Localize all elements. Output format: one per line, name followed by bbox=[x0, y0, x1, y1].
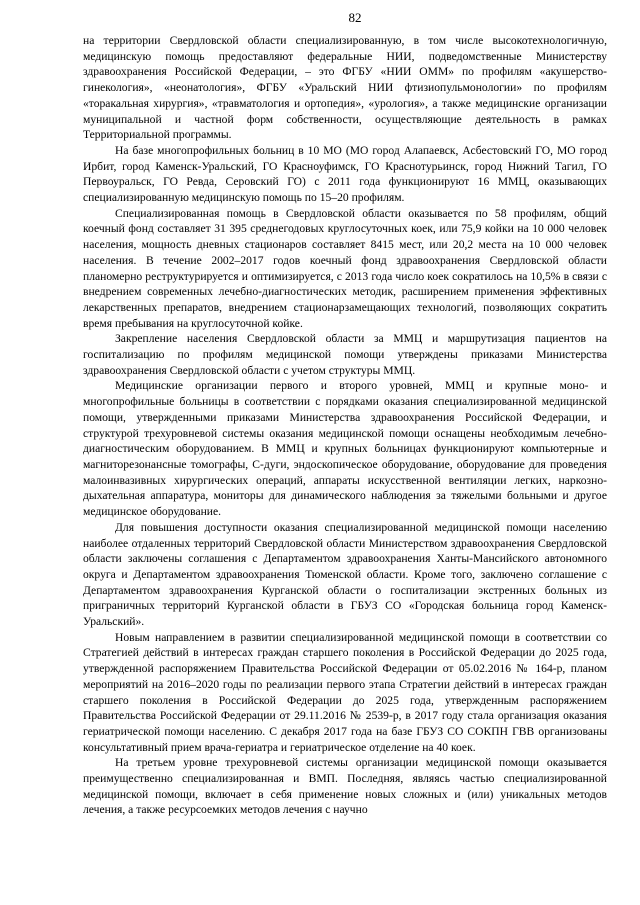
paragraph: Новым направлением в развитии специализированной медицинской помощи в соответствии со Стратегией действий в интересах граждан старшего поколения в Российской Федерации до 2025 года, утвержденной распоряжением Правительства Российской Федерации от 05.02.2016 № 164-р, планом мероприятий на 2016–2020 годы по реализации первого этапа Стратегии действий в интересах граждан старшего поколения в Российской Федерации до 2025 года, утвержденным распоряжением Правительства Российской Федерации от 29.11.2016 № 2539-р, в 2017 году стала организация оказания гериатрической помощи населению. С декабря 2017 года на базе ГБУЗ СО СОКПН ГВВ организованы консультативный прием врача-гериатра и гериатрическое отделение на 40 коек. bbox=[83, 630, 607, 754]
paragraph: На базе многопрофильных больниц в 10 МО (МО город Алапаевск, Асбестовский ГО, МО город Ирбит, город Каменск-Уральский, ГО Красноуфимск, ГО Краснотурьинск, город Нижний Тагил, ГО Первоуральск, ГО Ревда, Серовский ГО) с 2011 года функционируют 16 ММЦ, оказывающих специализированную медицинскую помощь по 15–20 профилям. bbox=[83, 143, 607, 205]
body-text bbox=[83, 33, 607, 818]
paragraph: Для повышения доступности оказания специализированной медицинской помощи населению наиболее отдаленных территорий Свердловской области Министерством здравоохранения Свердловской области заключены соглашения с Департаментом здравоохранения Ханты-Мансийского автономного округа и Департаментом здравоохранения Тюменской области. Кроме того, заключено соглашение с Департаментом здравоохранения Курганской области о госпитализации экстренных больных из приграничных территорий Курганской области в ГБУЗ СО «Городская больница город Каменск-Уральский». bbox=[83, 520, 607, 629]
page-number: 82 bbox=[348, 10, 362, 25]
paragraph: Медицинские организации первого и второго уровней, ММЦ и крупные моно- и многопрофильные больницы в соответствии с порядками оказания специализированной медицинской помощи, утвержденными приказами Министерства здравоохранения Российской Федерации, и структурой трехуровневой системы оказания медицинской помощи оснащены необходимым лечебно-диагностическим оборудованием. В ММЦ и крупных больницах функционируют компьютерные и магниторезонансные томографы, С-дуги, эндоскопическое оборудование, оборудование для проведения малоинвазивных хирургических операций, аппараты искусственной вентиляции легких, наркозно-дыхательная аппаратура, мониторы для динамического наблюдения за тяжелыми больными и другое медицинское оборудование. bbox=[83, 379, 607, 519]
paragraph: На третьем уровне трехуровневой системы организации медицинской помощи оказывается преимущественно специализированная и ВМП. Последняя, являясь частью специализированной медицинской помощи, включает в себя применение новых сложных и (или) уникальных методов лечения, а также ресурсоемких методов лечения с научно bbox=[83, 756, 607, 817]
paragraph: Специализированная помощь в Свердловской области оказывается по 58 профилям, общий коечный фонд составляет 31 395 среднегодовых круглосуточных коек, или 75,9 койки на 10 000 человек населения, мощность дневных стационаров составляет 8415 мест, или 20,2 места на 10 000 человек населения. В течение 2002–2017 годов коечный фонд здравоохранения Свердловской области планомерно реструктурируется и оптимизируется, с 2013 года число коек сократилось на 10,5% в связи с внедрением современных лечебно-диагностических методик, расширением применения эффективных лекарственных препаратов, внедрением стационарзамещающих технологий, позволяющих сократить время пребывания на круглосуточной койке. bbox=[83, 206, 607, 330]
paragraph: Закрепление населения Свердловской области за ММЦ и маршрутизация пациентов на госпитализацию по профилям медицинской помощи утверждены приказами Министерства здравоохранения Свердловской области с учетом структуры ММЦ. bbox=[83, 332, 607, 377]
paragraph: на территории Свердловской области специализированную, в том числе высокотехнологичную, медицинскую помощь предоставляют федеральные НИИ, подведомственные Министерству здравоохранения Российской Федерации, – это ФГБУ «НИИ ОММ» по профилям «акушерство-гинекология», «неонатология», ФГБУ «Уральский НИИ фтизиопульмонологии» по профилям «торакальная хирургия», «травматология и ортопедия», «урология», а также медицинские организации муниципальной и частной форм собственности, осуществляющие деятельность в рамках Территориальной программы. bbox=[83, 34, 607, 142]
